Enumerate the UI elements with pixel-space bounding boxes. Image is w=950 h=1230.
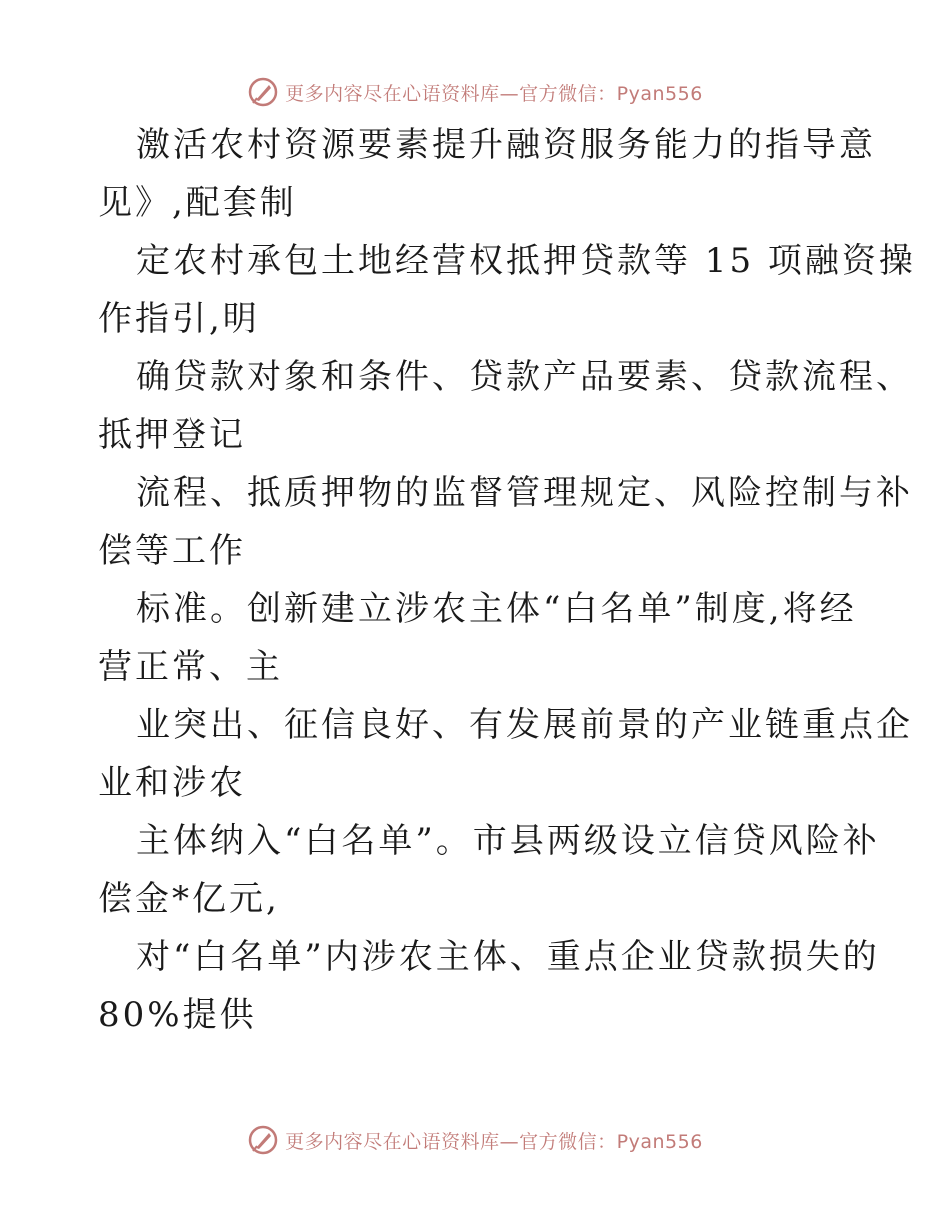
feather-pen-logo-icon (247, 1124, 279, 1156)
header-watermark (0, 72, 950, 112)
text-line: 业和涉农 (98, 763, 246, 803)
watermark-text: 更多内容尽在心语资料库—官方微信：Pyan556 (285, 82, 703, 105)
document-body (98, 116, 916, 1044)
footer-watermark (0, 1120, 950, 1160)
feather-pen-logo-icon (247, 76, 279, 108)
text-line: 营正常、主 (98, 647, 283, 687)
text-line: 标准。创新建立涉农主体“白名单”制度,将经 (136, 589, 857, 629)
text-line: 激活农村资源要素提升融资服务能力的指导意 (136, 125, 876, 165)
text-line: 主体纳入“白名单”。市县两级设立信贷风险补 (136, 821, 880, 861)
text-line: 80%提供 (98, 995, 257, 1035)
text-line: 作指引,明 (98, 299, 260, 339)
text-line: 见》,配套制 (98, 183, 297, 223)
text-line: 流程、抵质押物的监督管理规定、风险控制与补 (136, 473, 913, 513)
text-line: 偿金*亿元, (98, 879, 280, 919)
text-line: 抵押登记 (98, 415, 246, 455)
text-line: 偿等工作 (98, 531, 246, 571)
text-line: 确贷款对象和条件、贷款产品要素、贷款流程、 (136, 357, 913, 397)
text-line: 定农村承包土地经营权抵押贷款等 15 项融资操 (136, 241, 916, 281)
text-line: 对“白名单”内涉农主体、重点企业贷款损失的 (136, 937, 880, 977)
watermark-text: 更多内容尽在心语资料库—官方微信：Pyan556 (285, 1130, 703, 1153)
text-line: 业突出、征信良好、有发展前景的产业链重点企 (136, 705, 913, 745)
